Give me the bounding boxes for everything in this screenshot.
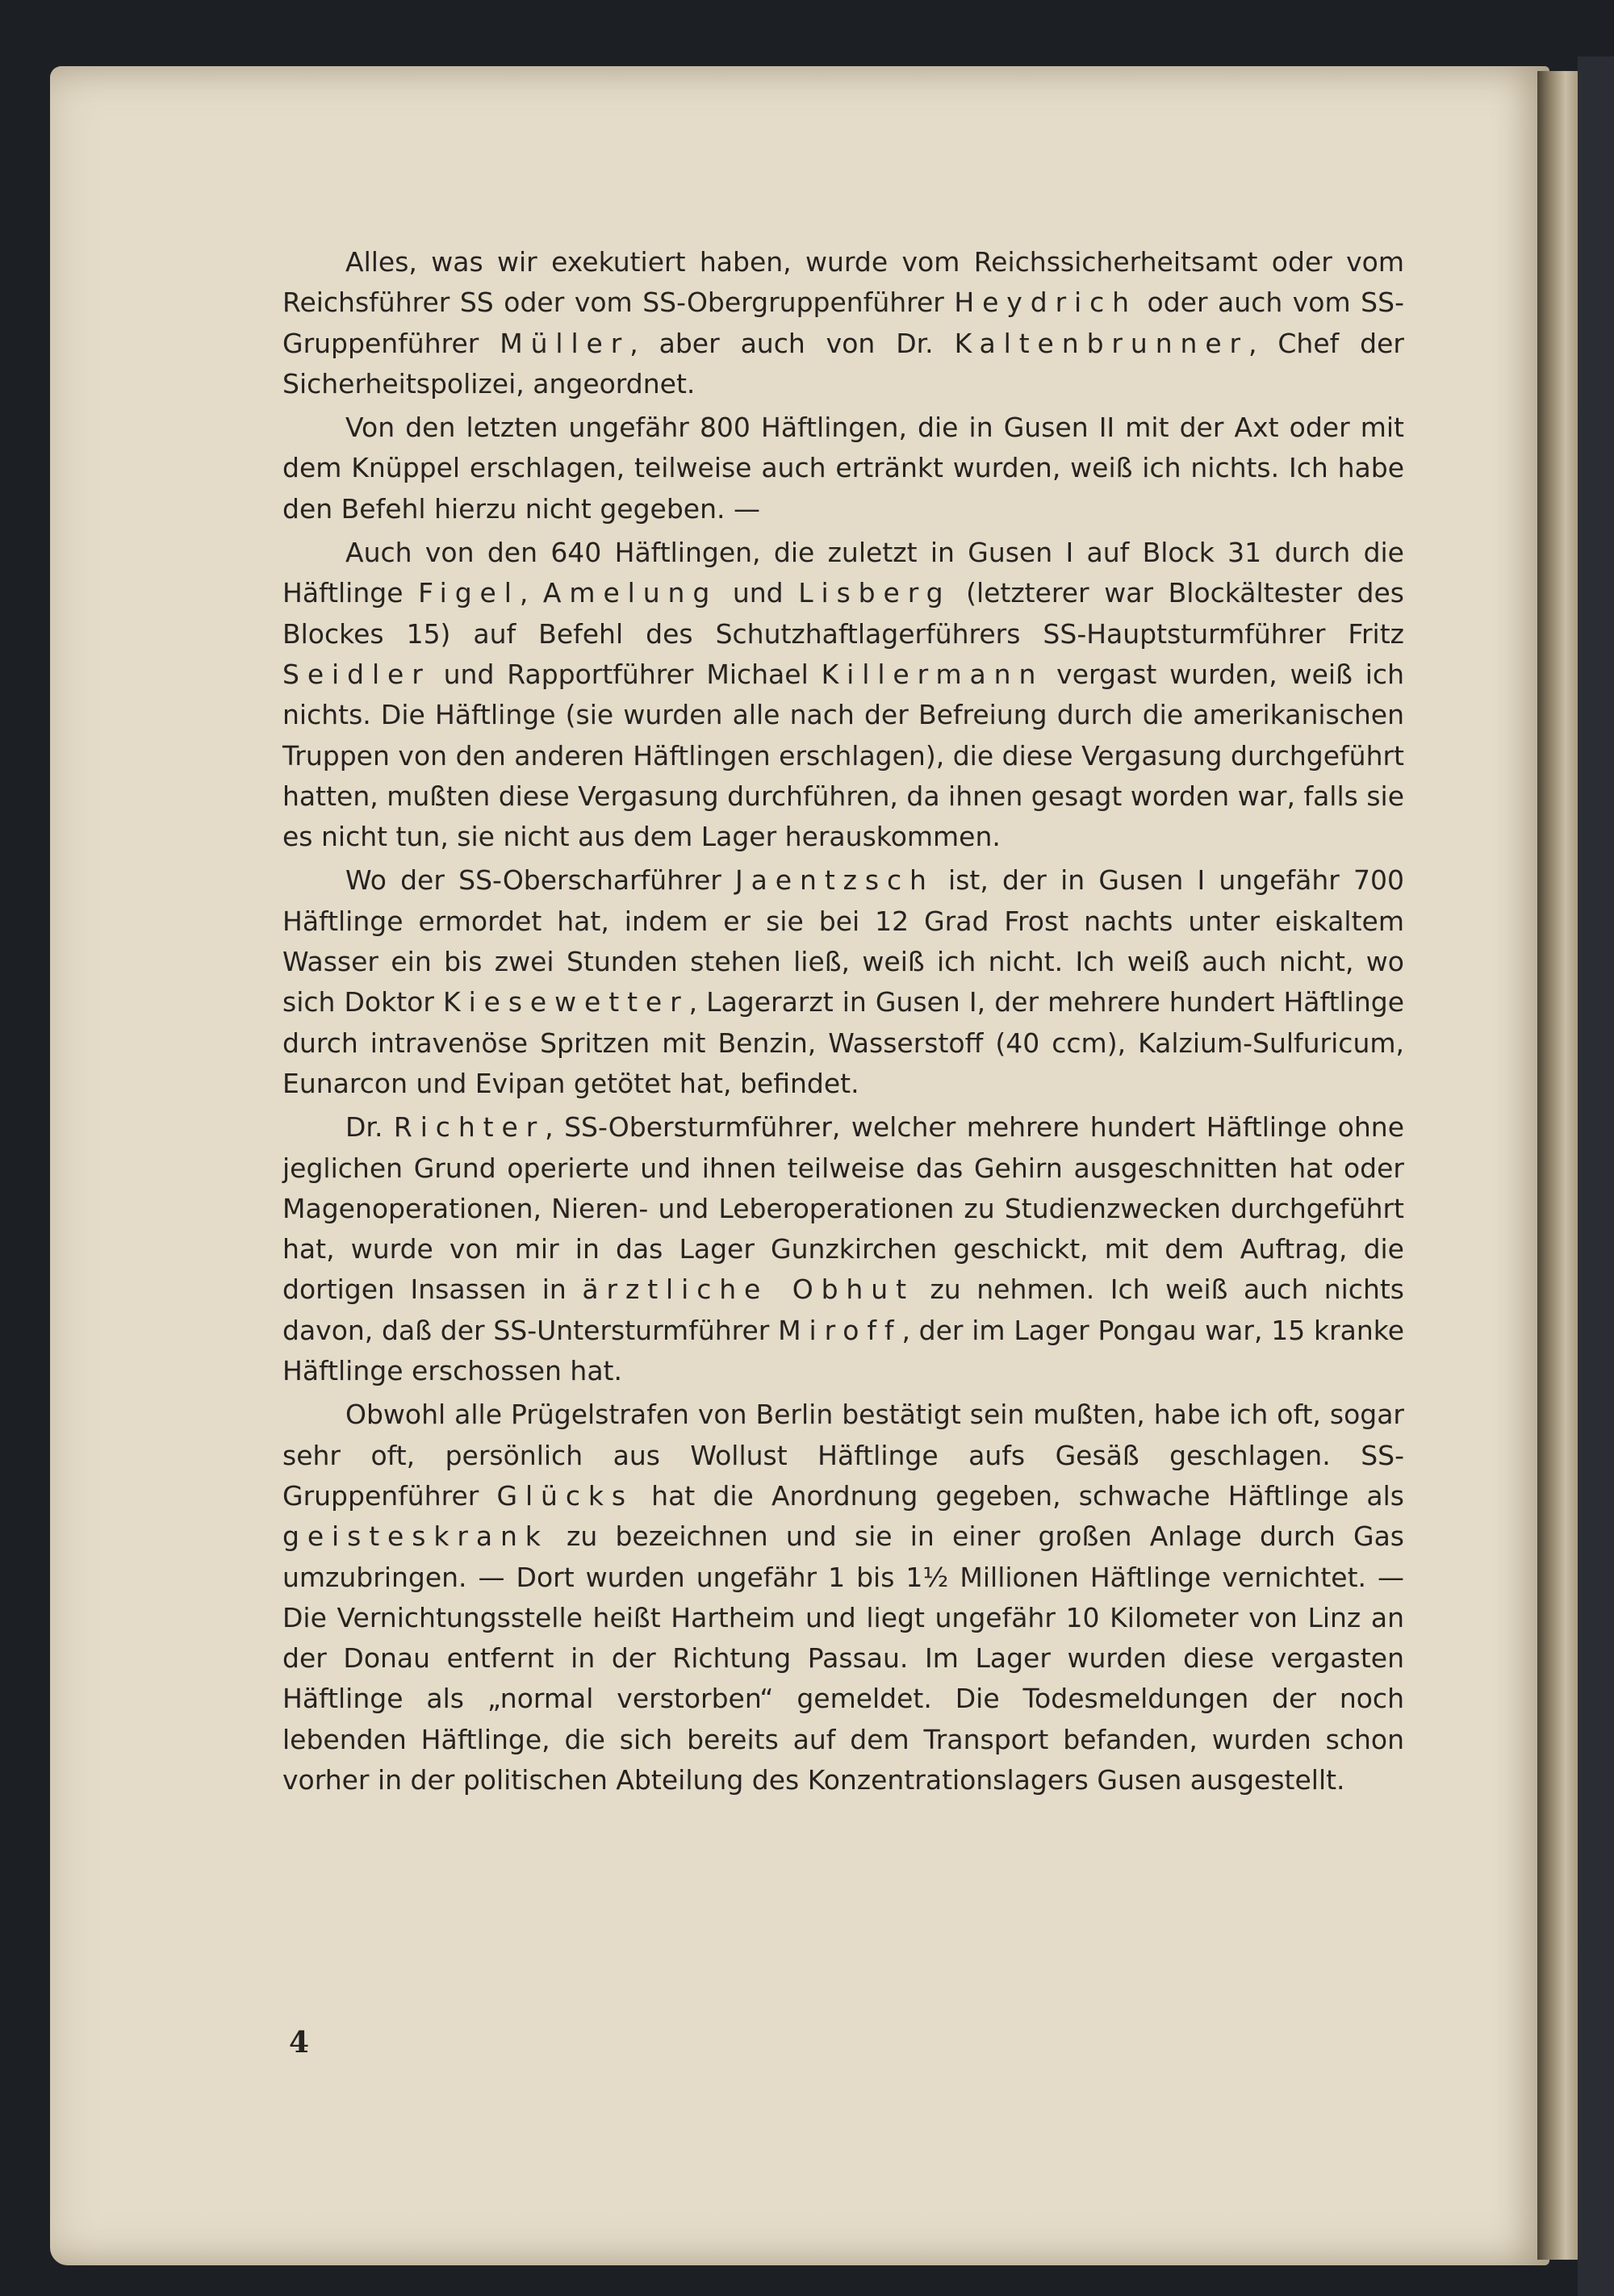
- spaced-name: geisteskrank: [282, 1520, 549, 1553]
- text-run: , SS-Obersturmführer, welcher mehrere hundert Häftlinge ohne jeglichen Grund operierte und ihnen teilweise das Gehirn ausgeschnitten hat oder Magenoperationen, Nieren- und Leberoperationen zu Studienzwecken durchgeführt hat, wurde von mir in das Lager Gunzkirchen geschickt, mit dem Auftrag, die dortigen Insassen in: [282, 1111, 1405, 1306]
- spaced-name: Glücks: [496, 1479, 633, 1512]
- paragraph: [282, 533, 1404, 857]
- spaced-name: Jaentzsch: [735, 864, 935, 897]
- text-run: oder auch vom SS-Gruppenführer: [282, 286, 1404, 359]
- background-edge: [1578, 56, 1614, 2296]
- text-run: Von den letzten ungefähr 800 Häftlingen, die in Gusen II mit der Axt oder mit dem Knüppel erschlagen, teilweise auch ertränkt wurden, weiß ich nichts. Ich habe den Befehl hierzu nicht gegeben. —: [282, 412, 1404, 525]
- text-run: Alles, was wir exekutiert haben, wurde vom Reichssicherheitsamt oder vom Reichsführer SS oder vom SS-Obergruppenführer: [282, 246, 1404, 319]
- spaced-name: Kiesewetter: [443, 986, 689, 1018]
- paragraph: [282, 408, 1404, 529]
- body-text: [282, 242, 1404, 1804]
- spaced-name: Richter: [393, 1111, 546, 1144]
- page-number: 4: [289, 2026, 310, 2060]
- book-spine: [1537, 71, 1578, 2260]
- spaced-name: Kaltenbrunner: [954, 327, 1248, 359]
- text-run: , Chef der Sicherheitspolizei, angeordnet.: [282, 327, 1404, 399]
- spaced-name: Seidler: [282, 658, 431, 690]
- text-run: Dr.: [345, 1111, 394, 1144]
- text-run: und: [717, 577, 799, 609]
- text-run: , Lagerarzt in Gusen I, der mehrere hundert Häftlinge durch intravenöse Spritzen mit Benzin, Wasserstoff (40 ccm), Kalzium-Sulfuricum, Eunarcon und Evipan getötet hat, befindet.: [282, 986, 1405, 1099]
- text-run: hat die Anordnung gegeben, schwache Häftlinge als: [633, 1479, 1404, 1512]
- text-run: zu nehmen. Ich weiß auch nichts davon, daß der SS-Untersturmführer: [282, 1273, 1404, 1346]
- text-run: ist, der in Gusen I ungefähr 700 Häftlinge ermordet hat, indem er sie bei 12 Grad Frost nachts unter eiskaltem Wasser ein bis zwei Stunden stehen ließ, weiß ich nicht. Ich weiß auch nicht, wo sich Doktor: [282, 864, 1405, 1018]
- text-run: zu bezeichnen und sie in einer großen Anlage durch Gas umzubringen. — Dort wurden ungefähr 1 bis 1½ Millionen Häftlinge vernichtet. — Die Vernichtungsstelle heißt Hartheim und liegt ungefähr 10 Kilometer von Linz an der Donau entfernt in der Richtung Passau. Im Lager wurden diese vergasten Häftlinge als „normal verstorben“ gemeldet. Die Todesmeldungen der noch lebenden Häftlinge, die sich bereits auf dem Transport befanden, wurden schon vorher in der politischen Abteilung des Konzentrationslagers Gusen ausgestellt.: [282, 1520, 1404, 1796]
- text-run: Auch von den 640 Häftlingen, die zuletzt in Gusen I auf Block 31 durch die Häftlinge: [282, 537, 1404, 609]
- spaced-name: Müller: [500, 327, 630, 359]
- text-run: , der im Lager Pongau war, 15 kranke Häftlinge erschossen hat.: [282, 1314, 1405, 1387]
- paragraph: [282, 1107, 1404, 1391]
- text-run: und Rapportführer Michael: [430, 658, 822, 690]
- spaced-name: Amelung: [542, 577, 718, 609]
- spaced-name: Miroff: [778, 1314, 902, 1346]
- text-run: ,: [519, 577, 543, 609]
- spaced-name: Lisberg: [798, 577, 951, 609]
- text-run: , aber auch von Dr.: [629, 327, 955, 359]
- paragraph: [282, 860, 1404, 1104]
- text-run: Obwohl alle Prügelstrafen von Berlin bestätigt sein mußten, habe ich oft, sogar sehr oft, persönlich aus Wollust Häftlinge aufs Gesäß geschlagen. SS-Gruppenführer: [282, 1399, 1404, 1512]
- spaced-name: ärztliche Obhut: [582, 1273, 914, 1306]
- text-run: vergast wurden, weiß ich nichts. Die Häftlinge (sie wurden alle nach der Befreiung durch die amerikanischen Truppen von den anderen Häftlingen erschlagen), die diese Vergasung durchgeführt hatten, mußten diese Vergasung durchführen, da ihnen gesagt worden war, falls sie es nicht tun, sie nicht aus dem Lager herauskommen.: [282, 658, 1404, 853]
- text-run: (letzterer war Blockältester des Blockes 15) auf Befehl des Schutzhaftlagerführers SS-Hauptsturmführer Fritz: [282, 577, 1404, 650]
- spaced-name: Heydrich: [954, 286, 1137, 319]
- spaced-name: Killermann: [821, 658, 1044, 690]
- text-run: Wo der SS-Oberscharführer: [345, 864, 736, 897]
- paragraph: [282, 1395, 1404, 1800]
- paragraph: [282, 242, 1404, 404]
- spaced-name: Figel: [418, 577, 520, 609]
